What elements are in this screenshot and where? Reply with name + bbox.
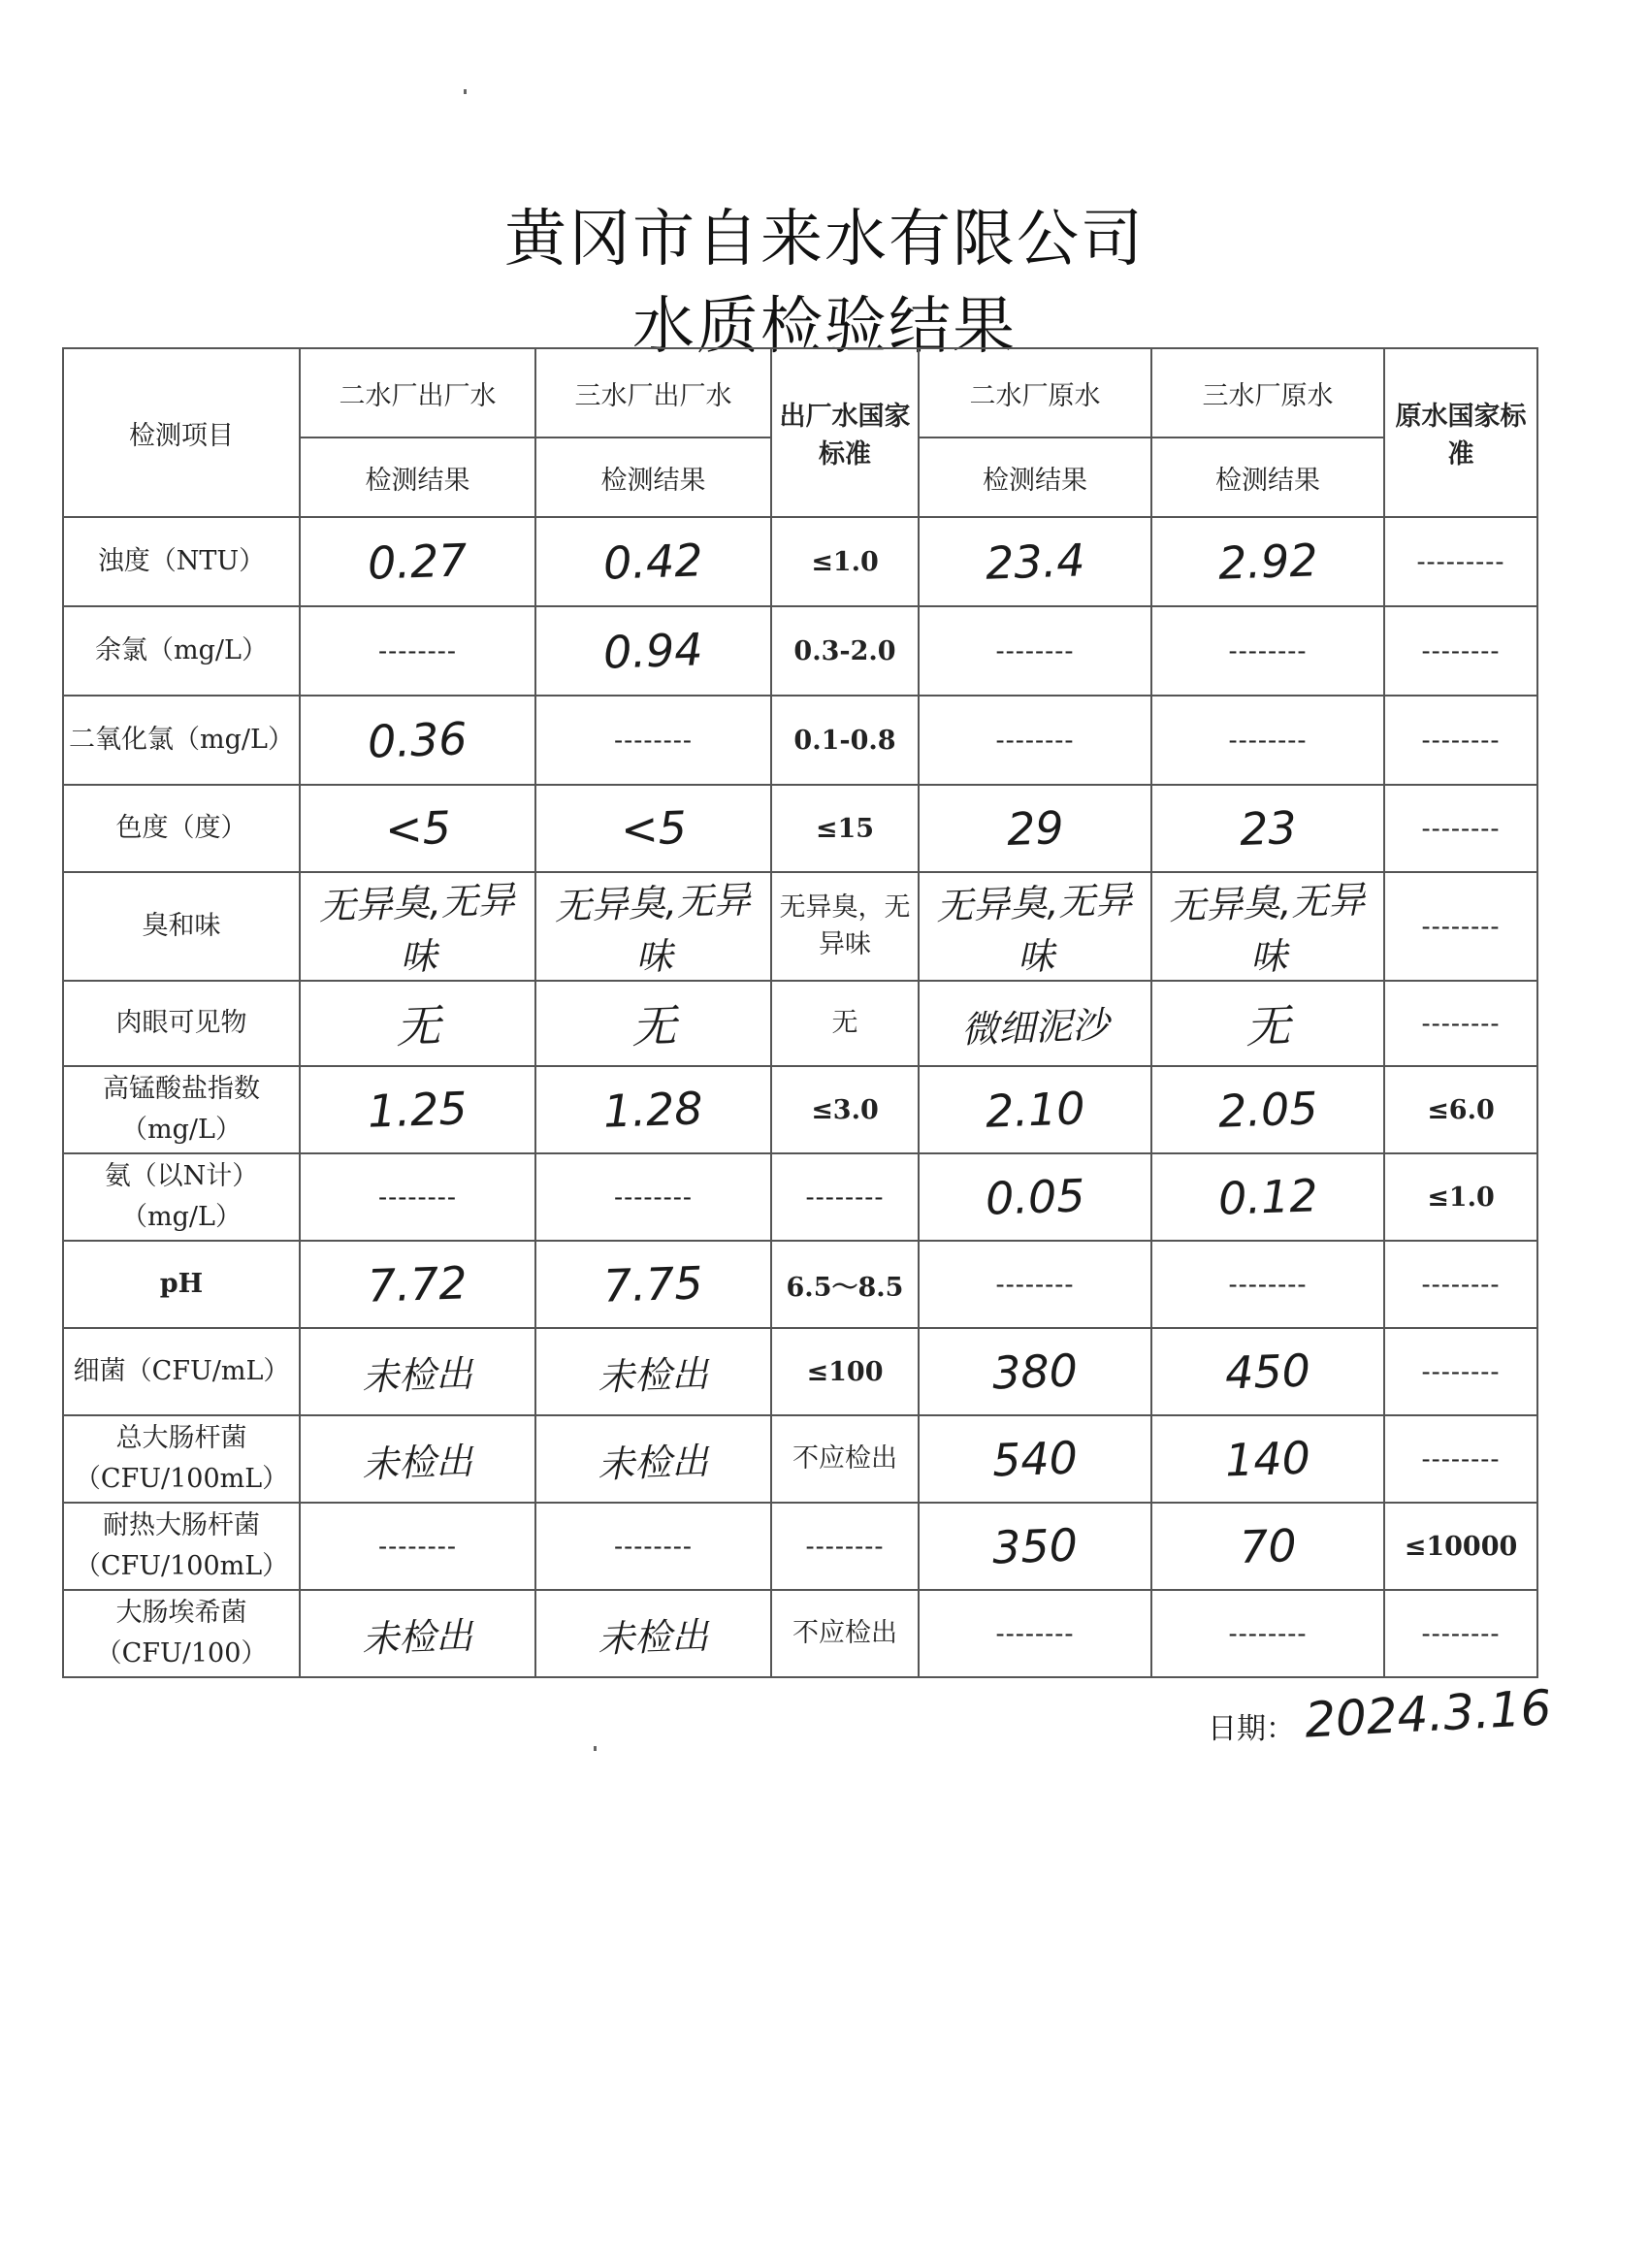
- standard-value: --------: [1384, 1241, 1537, 1328]
- header-result: 检测结果: [1151, 437, 1384, 517]
- result-value: 1.28: [602, 1082, 704, 1138]
- result-value: 未检出: [361, 1351, 474, 1399]
- result-value: <5: [619, 800, 688, 857]
- standard-value: ≤15: [771, 785, 919, 872]
- standard-value: ≤10000: [1384, 1503, 1537, 1590]
- result-value: 540: [991, 1431, 1079, 1487]
- result-value: 未检出: [597, 1351, 710, 1399]
- standard-value: ≤1.0: [771, 517, 919, 606]
- standard-value: 0.1-0.8: [771, 696, 919, 785]
- header-plant2-out: 二水厂出厂水: [300, 348, 535, 437]
- result-value: --------: [1151, 696, 1384, 785]
- header-plant3-raw: 三水厂原水: [1151, 348, 1384, 437]
- result-value: 1.25: [367, 1082, 469, 1138]
- header-result: 检测结果: [919, 437, 1151, 517]
- result-value: 380: [991, 1344, 1079, 1400]
- item-name: 臭和味: [63, 872, 300, 981]
- standard-value: 0.3-2.0: [771, 606, 919, 696]
- item-name: 氨（以N计）（mg/L）: [63, 1153, 300, 1241]
- header-plant3-out: 三水厂出厂水: [535, 348, 771, 437]
- standard-value: --------: [1384, 1590, 1537, 1677]
- result-value: --------: [1151, 1241, 1384, 1328]
- result-value: 0.27: [367, 534, 469, 590]
- result-value: --------: [535, 696, 771, 785]
- result-value: 0.94: [602, 623, 704, 679]
- item-name: 细菌（CFU/mL）: [63, 1328, 300, 1415]
- result-value: 无异臭,无异味: [1168, 878, 1366, 979]
- result-value: --------: [300, 1503, 535, 1590]
- scan-speck: [594, 1746, 597, 1751]
- water-quality-table: [62, 347, 1538, 1678]
- table-row: [63, 1066, 1537, 1153]
- result-value: --------: [919, 1241, 1151, 1328]
- table-row: [63, 981, 1537, 1066]
- standard-value: --------: [771, 1153, 919, 1241]
- result-value: 7.75: [602, 1256, 704, 1312]
- header-plant2-raw: 二水厂原水: [919, 348, 1151, 437]
- item-name: 总大肠杆菌（CFU/100mL）: [63, 1415, 300, 1503]
- table-row: [63, 1503, 1537, 1590]
- result-value: 450: [1224, 1344, 1311, 1400]
- company-title: 黄冈市自来水有限公司: [504, 204, 1145, 275]
- item-name: 色度（度）: [63, 785, 300, 872]
- result-value: 140: [1224, 1431, 1311, 1487]
- result-value: 微细泥沙: [960, 1002, 1110, 1052]
- header-result: 检测结果: [535, 437, 771, 517]
- result-value: 无: [394, 999, 441, 1053]
- header-raw-standard: 原水国家标准: [1384, 348, 1537, 517]
- result-value: 无异臭,无异味: [553, 878, 752, 979]
- table-row: [63, 1590, 1537, 1677]
- result-value: --------: [919, 606, 1151, 696]
- date-label: 日期：: [1208, 1712, 1295, 1746]
- result-value: --------: [300, 606, 535, 696]
- table-row: [63, 1153, 1537, 1241]
- result-value: 0.05: [984, 1169, 1086, 1225]
- item-name: 余氯（mg/L）: [63, 606, 300, 696]
- standard-value: 6.5～8.5: [771, 1241, 919, 1328]
- result-value: --------: [1151, 606, 1384, 696]
- table-row: [63, 872, 1537, 981]
- result-value: 2.10: [984, 1082, 1086, 1138]
- report-title: 水质检验结果: [632, 291, 1017, 363]
- header-item: 检测项目: [63, 348, 300, 517]
- result-value: 0.12: [1216, 1169, 1319, 1225]
- table-row: [63, 696, 1537, 785]
- standard-value: ≤6.0: [1384, 1066, 1537, 1153]
- table-row: [63, 606, 1537, 696]
- result-value: 未检出: [361, 1439, 474, 1486]
- result-value: 无: [1245, 999, 1292, 1053]
- item-name: 高锰酸盐指数（mg/L）: [63, 1066, 300, 1153]
- standard-value: --------: [1384, 785, 1537, 872]
- result-value: 0.42: [602, 534, 704, 590]
- standard-value: --------: [1384, 872, 1537, 981]
- result-value: --------: [919, 1590, 1151, 1677]
- table-row: [63, 1328, 1537, 1415]
- result-value: 2.92: [1216, 534, 1319, 590]
- item-name: 二氧化氯（mg/L）: [63, 696, 300, 785]
- result-value: <5: [383, 800, 452, 857]
- header-result: 检测结果: [300, 437, 535, 517]
- table-row: [63, 785, 1537, 872]
- result-value: 29: [1005, 800, 1065, 857]
- result-value: 350: [991, 1518, 1079, 1574]
- item-name: 耐热大肠杆菌（CFU/100mL）: [63, 1503, 300, 1590]
- standard-value: ≤3.0: [771, 1066, 919, 1153]
- scan-speck: [464, 89, 467, 94]
- table-row: [63, 1241, 1537, 1328]
- result-value: 无: [630, 999, 677, 1053]
- item-name: pH: [63, 1241, 300, 1328]
- result-value: 未检出: [597, 1613, 710, 1661]
- result-value: 未检出: [597, 1439, 710, 1486]
- standard-value: --------: [1384, 981, 1537, 1066]
- result-value: 7.72: [367, 1256, 469, 1312]
- result-value: 23: [1238, 800, 1298, 857]
- standard-value: --------: [1384, 696, 1537, 785]
- item-name: 大肠埃希菌（CFU/100）: [63, 1590, 300, 1677]
- result-value: --------: [300, 1153, 535, 1241]
- item-name: 肉眼可见物: [63, 981, 300, 1066]
- result-value: 未检出: [361, 1613, 474, 1661]
- standard-value: 不应检出: [771, 1415, 919, 1503]
- standard-value: --------: [1384, 1328, 1537, 1415]
- standard-value: 不应检出: [771, 1590, 919, 1677]
- result-value: --------: [1151, 1590, 1384, 1677]
- table-row: [63, 1415, 1537, 1503]
- standard-value: 无异臭，无异味: [771, 872, 919, 981]
- result-value: --------: [919, 696, 1151, 785]
- result-value: --------: [535, 1503, 771, 1590]
- item-name: 浊度（NTU）: [63, 517, 300, 606]
- result-value: 70: [1238, 1518, 1298, 1574]
- date-value: 2024.3.16: [1303, 1679, 1553, 1749]
- standard-value: --------: [1384, 606, 1537, 696]
- standard-value: 无: [771, 981, 919, 1066]
- standard-value: --------: [1384, 1415, 1537, 1503]
- result-value: --------: [535, 1153, 771, 1241]
- result-value: 0.36: [367, 712, 469, 768]
- result-value: 23.4: [984, 534, 1086, 590]
- result-value: 无异臭,无异味: [935, 878, 1133, 979]
- standard-value: --------: [771, 1503, 919, 1590]
- standard-value: ≤100: [771, 1328, 919, 1415]
- result-value: 无异臭,无异味: [317, 878, 516, 979]
- standard-value: ≤1.0: [1384, 1153, 1537, 1241]
- header-out-standard: 出厂水国家标准: [771, 348, 919, 517]
- result-value: 2.05: [1216, 1082, 1319, 1138]
- standard-value: ---------: [1384, 517, 1537, 606]
- table-row: [63, 517, 1537, 606]
